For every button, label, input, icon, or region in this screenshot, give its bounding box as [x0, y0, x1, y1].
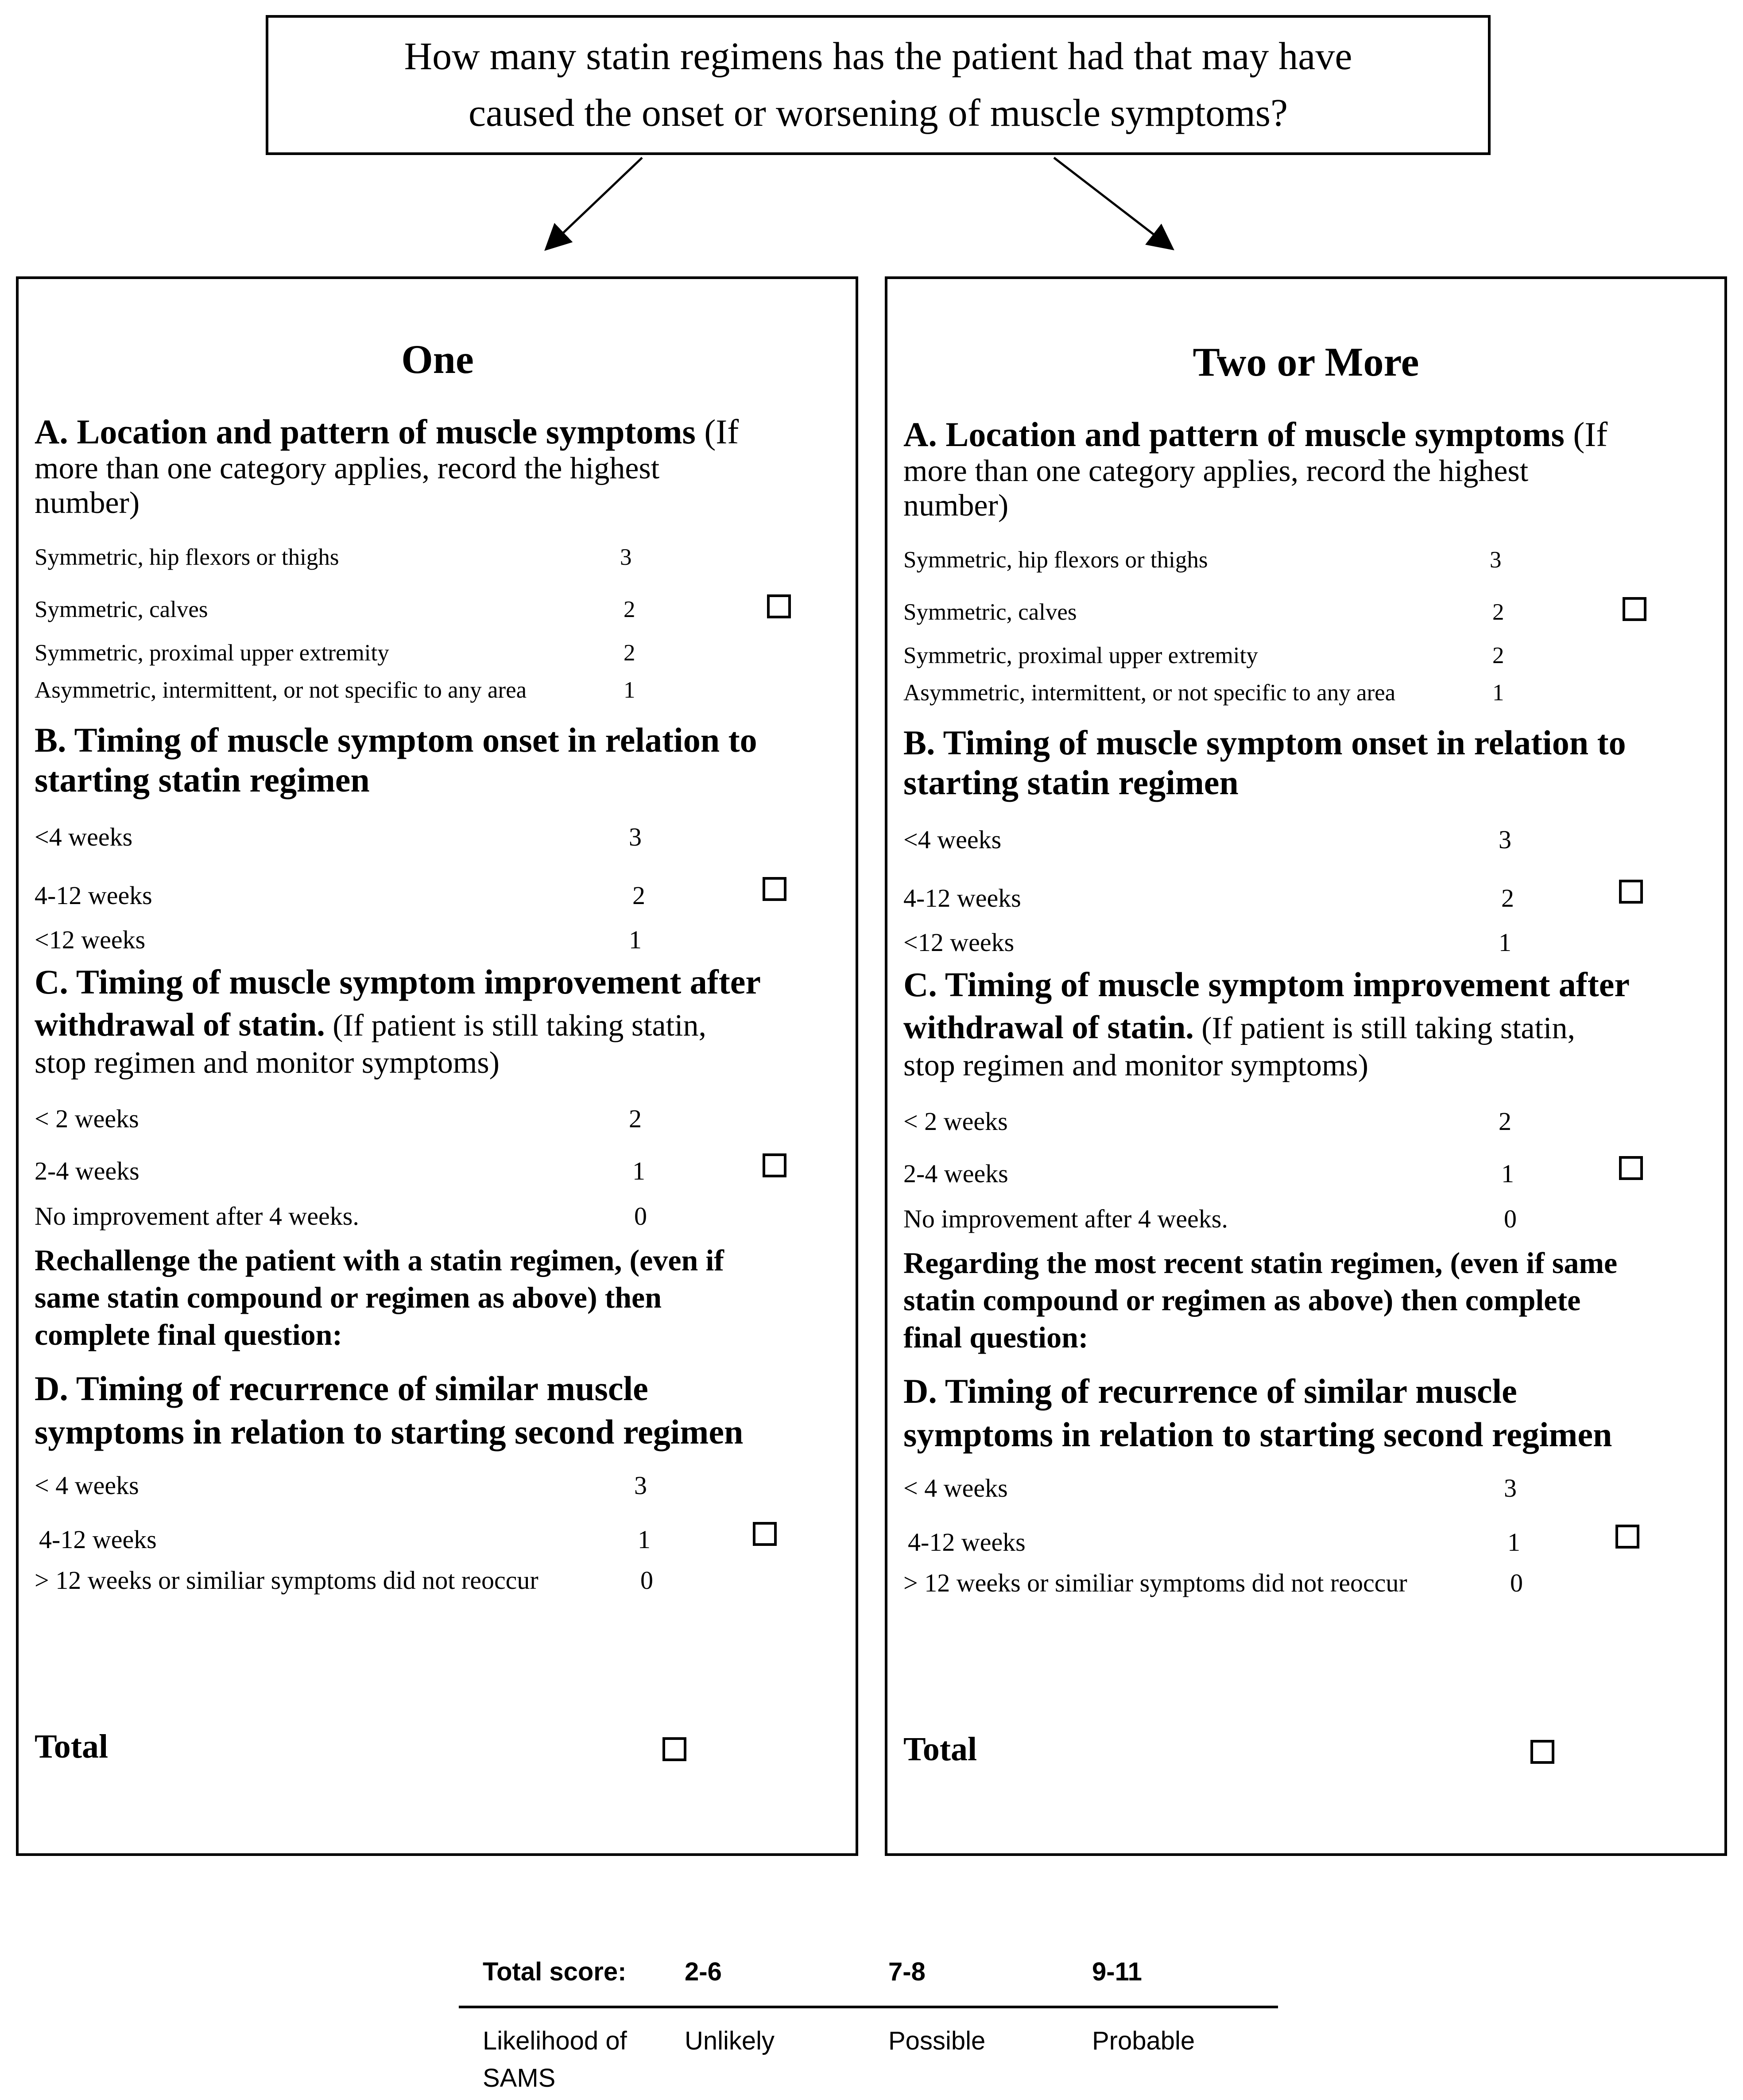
row-score: 2: [1492, 599, 1504, 625]
row-score: 1: [632, 1157, 645, 1185]
score-checkbox-a[interactable]: [767, 594, 791, 618]
row-label: < 4 weeks: [903, 1474, 1008, 1502]
row-score: 1: [638, 1525, 651, 1554]
section-c-note: stop regimen and monitor symptoms): [35, 1046, 500, 1080]
section-b-heading: starting statin regimen: [903, 763, 1239, 802]
score-checkbox-c[interactable]: [1619, 1156, 1643, 1180]
section-b-heading: B. Timing of muscle symptom onset in relation to: [35, 721, 757, 759]
row-label: <12 weeks: [903, 928, 1015, 957]
score-checkbox-b[interactable]: [1619, 880, 1643, 904]
row-score: 0: [640, 1566, 653, 1595]
row-label: < 2 weeks: [35, 1104, 139, 1133]
legend-divider: [459, 2006, 1278, 2008]
row-label: No improvement after 4 weeks.: [35, 1202, 359, 1230]
section-d-heading: D. Timing of recurrence of similar muscle: [35, 1369, 648, 1408]
rechallenge-instruction: complete final question:: [35, 1318, 343, 1351]
legend-header-label: Total score:: [483, 1957, 627, 1986]
row-label: <12 weeks: [35, 925, 146, 954]
section-a-heading: A. Location and pattern of muscle symptoms (If: [903, 415, 1608, 454]
row-label: 2-4 weeks: [903, 1159, 1008, 1188]
row-label: Symmetric, hip flexors or thighs: [903, 547, 1208, 573]
legend-value-unlikely: Unlikely: [685, 2026, 775, 2055]
score-checkbox-d[interactable]: [753, 1522, 777, 1546]
row-label: <4 weeks: [35, 823, 133, 851]
section-a-note: number): [903, 489, 1009, 523]
row-score: 3: [634, 1471, 647, 1500]
rechallenge-instruction: statin compound or regimen as above) then complete: [903, 1283, 1581, 1317]
row-score: 0: [1504, 1204, 1517, 1233]
section-c-heading: C. Timing of muscle symptom improvement after: [35, 963, 761, 1001]
row-score: 2: [1499, 1107, 1511, 1136]
section-a-note: more than one category applies, record the highest: [35, 451, 660, 485]
row-label: <4 weeks: [903, 825, 1002, 854]
row-label: 4-12 weeks: [35, 881, 152, 910]
row-score: 3: [1504, 1474, 1517, 1502]
row-score: 1: [1507, 1528, 1520, 1557]
legend-row-label: SAMS: [483, 2064, 556, 2092]
legend-row-label: Likelihood of: [483, 2026, 627, 2055]
arrow-left: [549, 158, 642, 246]
total-label: Total: [903, 1731, 977, 1768]
row-label: Symmetric, proximal upper extremity: [35, 640, 389, 666]
rechallenge-instruction: same statin compound or regimen as above) then: [35, 1281, 662, 1314]
arrow-right: [1054, 158, 1169, 246]
score-checkbox-c[interactable]: [763, 1153, 786, 1177]
total-checkbox[interactable]: [1530, 1740, 1554, 1764]
row-label: 4-12 weeks: [908, 1528, 1026, 1557]
row-score: 2: [632, 881, 645, 910]
section-d-heading: symptoms in relation to starting second regimen: [35, 1413, 744, 1451]
section-d-heading: symptoms in relation to starting second regimen: [903, 1415, 1612, 1454]
section-c-heading: withdrawal of statin. (If patient is still taking statin,: [35, 1007, 707, 1043]
row-label: > 12 weeks or similiar symptoms did not reoccur: [903, 1568, 1407, 1597]
score-checkbox-b[interactable]: [763, 877, 786, 901]
row-score: 3: [1490, 547, 1502, 573]
row-score: 3: [1499, 825, 1511, 854]
section-b-heading: B. Timing of muscle symptom onset in relation to: [903, 723, 1626, 762]
row-score: 0: [1510, 1568, 1523, 1597]
question-line-2: caused the onset or worsening of muscle symptoms?: [468, 92, 1288, 135]
panel-title: Two or More: [1193, 339, 1419, 384]
row-label: 2-4 weeks: [35, 1157, 139, 1185]
legend-value-probable: Probable: [1092, 2026, 1195, 2055]
row-score: 3: [620, 544, 632, 570]
total-label: Total: [35, 1728, 108, 1765]
row-label: Asymmetric, intermittent, or not specific to any area: [903, 680, 1396, 706]
row-score: 0: [634, 1202, 647, 1230]
row-score: 1: [624, 677, 635, 703]
row-label: Asymmetric, intermittent, or not specific to any area: [35, 677, 527, 703]
row-score: 1: [1492, 680, 1504, 706]
row-label: Symmetric, calves: [35, 597, 208, 622]
section-c-heading: withdrawal of statin. (If patient is still taking statin,: [903, 1009, 1576, 1046]
row-score: 2: [624, 597, 635, 622]
row-score: 1: [629, 925, 642, 954]
branch-arrows: [0, 0, 1743, 275]
rechallenge-instruction: Regarding the most recent statin regimen, (even if same: [903, 1246, 1618, 1280]
section-a-note: number): [35, 486, 140, 520]
row-score: 1: [1499, 928, 1511, 957]
row-score: 1: [1501, 1159, 1514, 1188]
row-score: 3: [629, 823, 642, 851]
rechallenge-instruction: Rechallenge the patient with a statin regimen, (even if: [35, 1243, 724, 1277]
section-d-heading: D. Timing of recurrence of similar muscle: [903, 1372, 1517, 1410]
section-c-heading: C. Timing of muscle symptom improvement after: [903, 965, 1630, 1004]
row-label: Symmetric, hip flexors or thighs: [35, 544, 339, 570]
row-label: < 4 weeks: [35, 1471, 139, 1500]
row-label: 4-12 weeks: [39, 1525, 157, 1554]
row-label: > 12 weeks or similiar symptoms did not reoccur: [35, 1566, 538, 1595]
legend-range-probable: 9-11: [1092, 1957, 1142, 1986]
row-score: 2: [629, 1104, 642, 1133]
legend-range-possible: 7-8: [888, 1957, 926, 1986]
question-line-1: How many statin regimens has the patient had that may have: [404, 35, 1352, 78]
section-b-heading: starting statin regimen: [35, 761, 370, 799]
legend-range-unlikely: 2-6: [685, 1957, 722, 1986]
rechallenge-instruction: final question:: [903, 1320, 1088, 1354]
row-label: 4-12 weeks: [903, 884, 1021, 912]
row-label: Symmetric, proximal upper extremity: [903, 643, 1258, 668]
row-label: < 2 weeks: [903, 1107, 1008, 1136]
score-checkbox-a[interactable]: [1623, 597, 1646, 621]
panel-title: One: [401, 337, 474, 382]
row-label: No improvement after 4 weeks.: [903, 1204, 1228, 1233]
legend-value-possible: Possible: [888, 2026, 986, 2055]
section-a-heading: A. Location and pattern of muscle symptoms (If: [35, 412, 739, 451]
row-score: 2: [624, 640, 635, 666]
section-c-note: stop regimen and monitor symptoms): [903, 1048, 1368, 1083]
section-a-note: more than one category applies, record the highest: [903, 454, 1529, 488]
row-score: 2: [1492, 643, 1504, 668]
row-score: 2: [1501, 884, 1514, 912]
score-checkbox-d[interactable]: [1615, 1525, 1639, 1549]
total-checkbox[interactable]: [662, 1737, 686, 1761]
row-label: Symmetric, calves: [903, 599, 1077, 625]
